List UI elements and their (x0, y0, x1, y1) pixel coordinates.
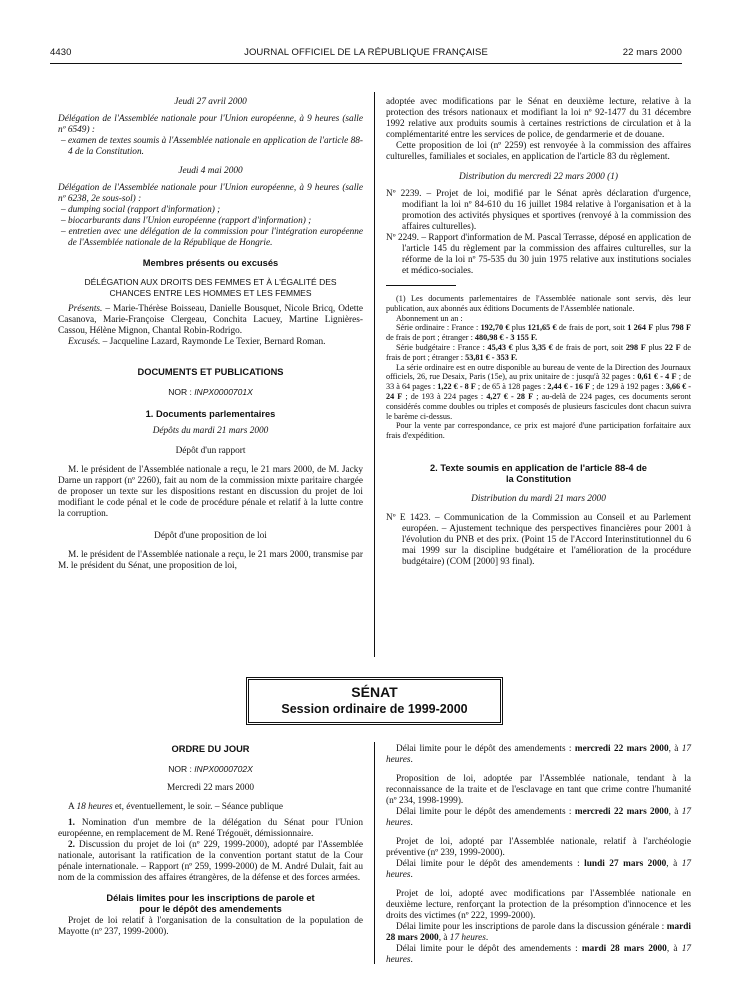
deadline-text: , à (668, 807, 682, 817)
excuses-paragraph (58, 337, 363, 348)
footnote-intro: (1) Les documents parlementaires de l'Assemblée nationale sont servis, dès leur publication, aux abonnés aux éditions Documents de l'Assemblée nationale. (386, 294, 691, 313)
jeudi27-heading: Jeudi 27 avril 2000 (174, 97, 247, 107)
deadline-amend-5 (386, 944, 691, 966)
section2-title: 2. Texte soumis en application de l'article 88-4 de la Constitution (430, 462, 647, 484)
ordre-item (58, 818, 363, 840)
fn-text: plus (512, 342, 532, 352)
delais-title: Délais limites pour les inscriptions de parole et pour le dépôt des amendements (106, 893, 315, 914)
depot-rapport-title: Dépôt d'un rapport (175, 446, 246, 456)
fn-text: ; de 193 à 224 pages : (402, 391, 487, 401)
nor1-code: INPX0000701X (194, 387, 253, 397)
jeudi27-item: – examen de textes soumis à l'Assemblée nationale en application de l'article 88-4 de la Constitution. (61, 136, 363, 157)
fn-text: ; de 33 à 64 pages : (386, 372, 691, 392)
excuses-text: – Jacqueline Lazard, Raymonde Le Texier, Bernard Roman. (100, 337, 326, 347)
deadline-time: 17 heures (449, 933, 486, 943)
nor2 (58, 764, 363, 775)
deadline-amend-3 (386, 859, 691, 881)
fn-text: plus (645, 342, 665, 352)
fn-price: 45,43 € (487, 342, 513, 352)
deadline-time: 17 heures (386, 944, 691, 965)
distribution2-item: Nº E 1423. – Communication de la Commission au Conseil et au Parlement européen. – Ajustement technique des perspectives financières pour 2001 à l'évolution du PNB et des prix. (Point 15 de l'Accord Interinstitutionnel du 6 mai 1999 sur la discipline budgétaire et l'amélioration de la procédure budgétaire) (COM [2000] 93 final). (386, 512, 691, 567)
footnote-vente (386, 363, 691, 422)
deadline-text: , à (666, 859, 682, 869)
deadline-date: mardi 28 mars 2000 (581, 944, 667, 954)
fn-text: ; de 65 à 128 pages : (475, 382, 548, 392)
deadline-text: . (410, 818, 413, 828)
fn-text: de frais de port ; étranger : (386, 342, 692, 362)
ordre-title: ORDRE DU JOUR (171, 744, 250, 754)
deadline-amend-2 (386, 807, 691, 829)
fn-price: 3,66 € - 24 F (386, 382, 692, 401)
jeudi4-item: – dumping social (rapport d'information) ; (61, 205, 221, 215)
deadline-text: . (410, 955, 413, 965)
left-column-bottom (58, 744, 363, 938)
mercredi-heading: Mercredi 22 mars 2000 (166, 783, 254, 793)
fn-price: 3,35 € (531, 342, 553, 352)
senat-box (246, 677, 503, 725)
depot-proposition-title: Dépôt d'une proposition de loi (154, 531, 267, 541)
prop-innocence: Projet de loi, adopté avec modifications par l'Assemblée nationale en deuxième lecture, renforçant la protection de la présomption d'innocence et les droits des victimes (nº 222, 1999-2000). (386, 889, 691, 921)
fn-price: 0,61 € - 4 F (637, 372, 677, 382)
fn-price: 53,81 € - 353 F. (465, 352, 518, 362)
distribution1-heading: Distribution du mercredi 22 mars 2000 (1) (459, 172, 618, 182)
nor2-label: NOR : (168, 764, 195, 774)
mayotte-text: Projet de loi relatif à l'organisation de la consultation de la population de Mayotte (nº 237, 1999-2000). (58, 916, 363, 937)
deadline-label: Délai limite pour les inscriptions de parole dans la discussion générale : (396, 922, 667, 932)
presents-paragraph (58, 304, 363, 337)
deadline-text: , à (668, 744, 682, 754)
page-number: 4430 (50, 47, 72, 58)
deadline-text: . (410, 755, 413, 765)
excuses-label: Excusés. (68, 337, 101, 347)
distribution1-item: Nº 2239. – Projet de loi, modifié par le Sénat après déclaration d'urgence, modifiant la loi nº 84-610 du 16 juillet 1984 relative à l'organisation et à la promotion des activités physiques et sportives (renvoyé à la commission des affaires culturelles). (386, 189, 691, 232)
nor2-code: INPX0000702X (194, 764, 253, 774)
fn-text: de frais de port, soit (552, 342, 626, 352)
jeudi4-delegation: Délégation de l'Assemblée nationale pour l'Union européenne, à 9 heures (salle nº 6238, 2e sous-sol) : (58, 183, 363, 204)
prop-archeo: Projet de loi, adopté par l'Assemblée nationale, relatif à l'archéologie préventive (nº 239, 1999-2000). (386, 837, 691, 858)
footnote (386, 294, 691, 441)
nor1-label: NOR : (168, 387, 195, 397)
deadline-date: mardi 28 mars 2000 (386, 922, 691, 943)
deadline-time: 17 heures (386, 744, 691, 765)
distribution1-item: Nº 2249. – Rapport d'information de M. Pascal Terrasse, déposé en application de l'article 145 du règlement par la commission des affaires culturelles, sur la réforme de la loi nº 75-535 du 30 juin 1975 relative aux institutions sociales et médico-sociales. (386, 233, 691, 276)
fn-text: Série budgétaire : France : (396, 342, 488, 352)
header-rule (50, 63, 682, 64)
left-column-top (58, 97, 363, 572)
deadline-text: . (410, 870, 413, 880)
journal-title: JOURNAL OFFICIEL DE LA RÉPUBLIQUE FRANÇAISE (244, 47, 488, 58)
continued-text: adoptée avec modifications par le Sénat en deuxième lecture, relative à la protection des trésors nationaux et modifiant la loi nº 92-1477 du 31 décembre 1992 relative aux produits soumis à certaines restrictions de circulation et à la complémentarité entre les services de police, de gendarmerie et de douane. (386, 97, 691, 140)
deadline-date: lundi 27 mars 2000 (584, 859, 667, 869)
header-date: 22 mars 2000 (622, 47, 682, 58)
presents-label: Présents. (68, 304, 103, 314)
column-divider-top (374, 92, 375, 657)
deadline-time: 17 heures (386, 807, 691, 828)
running-header (50, 47, 682, 61)
ordre-item-text: Discussion du projet de loi (nº 229, 1999-2000), adopté par l'Assemblée nationale, autorisant la ratification de la convention portant statut de la Cour pénale internationale. – Rapport (nº 259, 1999-2000) de M. André Dulait, fait au nom de la commission des affaires étrangères, de la défense et des forces armées. (58, 840, 363, 883)
fn-price: 298 F (625, 342, 646, 352)
fn-price: 1,22 € - 8 F (437, 382, 476, 392)
deadline-label: Délai limite pour le dépôt des amendements : (396, 944, 582, 954)
fn-price: 192,70 € (480, 323, 510, 333)
fn-price: 22 F (664, 342, 681, 352)
seance-text: et, éventuellement, le soir. – Séance publique (112, 802, 283, 812)
fn-price: 798 F (671, 323, 691, 333)
deadline-time: 17 heures (386, 859, 691, 880)
seance-line (58, 802, 363, 813)
fn-text: ; de 129 à 192 pages : (590, 382, 666, 392)
deadline-label: Délai limite pour le dépôt des amendements : (396, 859, 585, 869)
seance-text: A (68, 802, 77, 812)
fn-price: 1 264 F (627, 323, 654, 333)
delegation-title: DÉLÉGATION AUX DROITS DES FEMMES ET À L'ÉGALITÉ DES CHANCES ENTRE LES HOMMES ET LES FEMMES (84, 277, 337, 298)
deadline-parole-4 (386, 922, 691, 944)
ordre-item-number: 2. (68, 840, 75, 850)
fn-text: plus (653, 323, 672, 333)
depot-rapport-text: M. le président de l'Assemblée nationale a reçu, le 21 mars 2000, de M. Jacky Darne un rapport (nº 2260), fait au nom de la commission mixte paritaire chargée de proposer un texte sur les dispositions restant en discussion du projet de loi modifiant le code pénal et le code de procédure pénale et relatif à la lutte contre la corruption. (58, 465, 363, 519)
footnote-correspondance: Pour la vente par correspondance, ce prix est majoré d'une participation forfaitaire aux frais d'expédition. (386, 421, 691, 441)
deadline-date: mercredi 22 mars 2000 (574, 807, 669, 817)
seance-time: 18 heures (76, 802, 113, 812)
prop-traite: Proposition de loi, adoptée par l'Assemblée nationale, tendant à la reconnaissance de la traite et de l'esclavage en tant que crime contre l'humanité (nº 234, 1998-1999). (386, 774, 691, 806)
membres-title: Membres présents ou excusés (142, 258, 279, 268)
ordre-item-number: 1. (68, 818, 75, 828)
senat-subtitle: Session ordinaire de 1999-2000 (281, 702, 468, 716)
footnote-serie-budgetaire (386, 343, 691, 363)
fn-text: ; au-delà de 224 pages, ces documents seront considérés comme doubles ou triples et composés de plusieurs fascicules dont chacun suivra le barème ci-dessus. (386, 391, 691, 421)
senat-title: SÉNAT (351, 684, 398, 700)
renvoi-text: Cette proposition de loi (nº 2259) est renvoyée à la commission des affaires culturelles, familiales et sociales, en application de l'article 83 du règlement. (386, 141, 691, 162)
nor1 (58, 387, 363, 398)
docs-title: DOCUMENTS ET PUBLICATIONS (137, 367, 284, 377)
fn-price: 121,65 € (527, 323, 557, 333)
depot-proposition-text: M. le président de l'Assemblée nationale a reçu, le 21 mars 2000, transmise par M. le président du Sénat, une proposition de loi, (58, 550, 363, 571)
jeudi4-item: – entretien avec une délégation de la commission pour l'intégration européenne de l'Assemblée nationale de la République de Hongrie. (61, 227, 363, 248)
fn-price: 4,27 € - 28 F (486, 391, 534, 401)
fn-text: plus (509, 323, 528, 333)
jeudi4-item: – biocarburants dans l'Union européenne (rapport d'information) ; (61, 216, 312, 226)
jeudi4-heading: Jeudi 4 mai 2000 (178, 166, 243, 176)
fn-price: 2,44 € - 16 F (547, 382, 591, 392)
deadline-text: , à (438, 933, 450, 943)
deadline-text: . (485, 933, 489, 943)
deadline-amend-1 (386, 744, 691, 766)
presents-text: – Marie-Thérèse Boisseau, Danielle Bousquet, Nicole Bricq, Odette Casanova, Marie-Françoise Clergeau, Conchita Lacuey, Martine Lignières-Cassou, Hélène Mignon, Chantal Robin-Rodrigo. (58, 304, 363, 336)
ordre-item-text: Nomination d'un membre de la délégation du Sénat pour l'Union européenne, en remplacement de M. René Trégouët, démissionnaire. (58, 818, 363, 839)
footnote-abonnement: Abonnement un an : (396, 313, 463, 323)
distribution2-heading: Distribution du mardi 21 mars 2000 (471, 493, 606, 504)
depots-heading: Dépôts du mardi 21 mars 2000 (152, 426, 269, 436)
fn-price: 480,98 € - 3 155 F. (474, 333, 538, 343)
fn-text: La série ordinaire est en outre disponible au bureau de vente de la Direction des Journaux officiels, 26, rue Desaix, Paris (15e), au prix unitaire de : jusqu'à 32 pages : (386, 362, 691, 382)
ordre-item (58, 840, 363, 884)
fn-text: de frais de port, soit (556, 323, 628, 333)
footnote-separator (386, 285, 456, 286)
jeudi27-delegation: Délégation de l'Assemblée nationale pour l'Union européenne, à 9 heures (salle nº 6549) : (58, 114, 363, 135)
fn-text: de frais de port ; étranger : (386, 333, 475, 343)
column-divider-bottom (374, 742, 375, 964)
section1-title: 1. Documents parlementaires (145, 409, 276, 419)
deadline-date: mercredi 22 mars 2000 (574, 744, 669, 754)
fn-text: Série ordinaire : France : (396, 323, 481, 333)
deadline-label: Délai limite pour le dépôt des amendements : (396, 807, 575, 817)
right-column-top (386, 97, 691, 568)
footnote-serie-ordinaire (386, 323, 691, 343)
deadline-text: , à (666, 944, 682, 954)
right-column-bottom (386, 744, 691, 966)
deadline-label: Délai limite pour le dépôt des amendements : (396, 744, 575, 754)
